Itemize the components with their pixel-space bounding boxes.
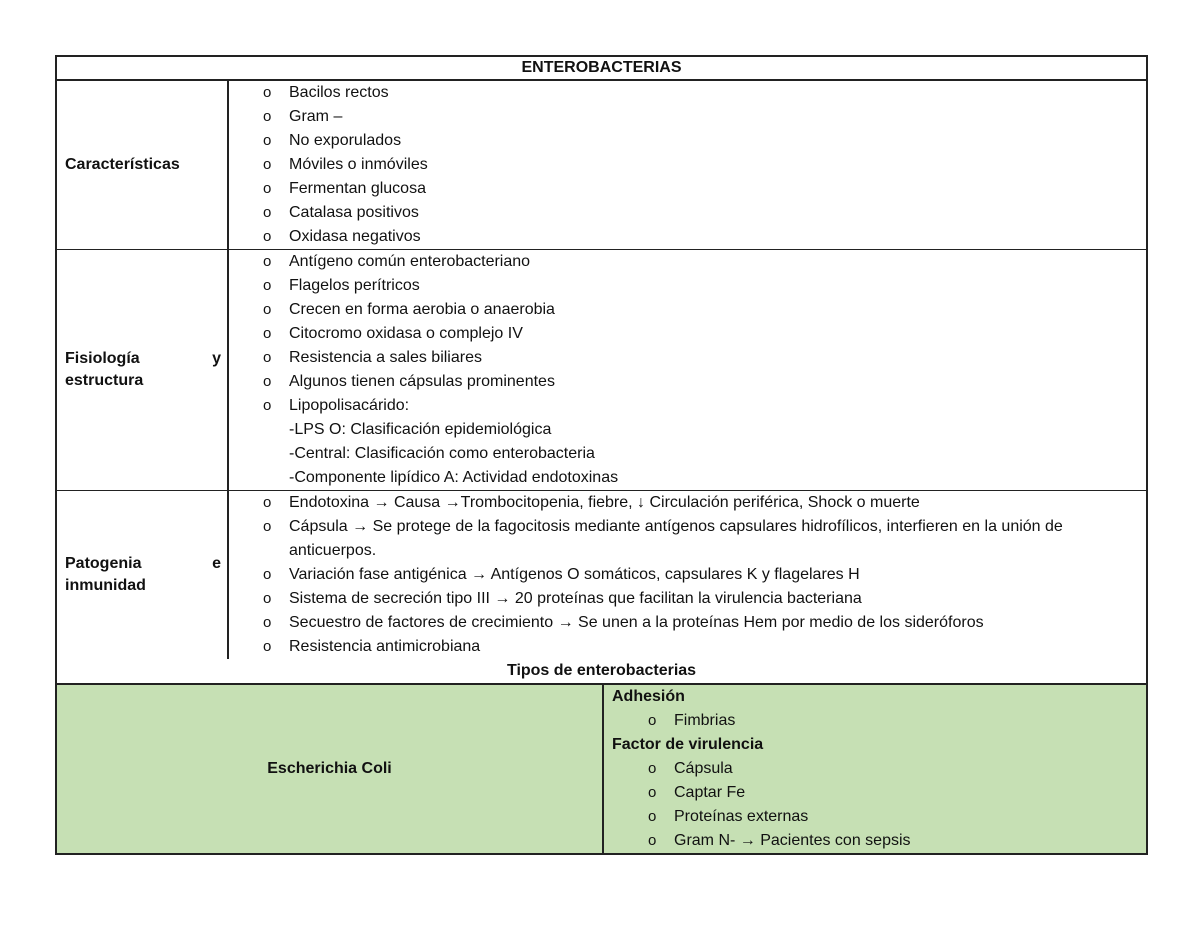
circle-bullet-icon: o [263, 253, 272, 270]
list-item: o Fimbrias [612, 709, 1146, 733]
circle-bullet-icon: o [263, 325, 272, 342]
circle-bullet-icon: o [648, 712, 657, 729]
circle-bullet-icon: o [648, 784, 657, 801]
table-title: ENTEROBACTERIAS [56, 56, 1147, 80]
circle-bullet-icon: o [263, 228, 272, 245]
circle-bullet-icon: o [263, 590, 272, 607]
circle-bullet-icon: o [263, 638, 272, 655]
list-item: o Secuestro de factores de crecimiento → Se unen a la proteínas Hem por medio de los sideróforos [229, 611, 1142, 635]
caracteristicas-list [229, 81, 1142, 249]
list-item: o Cápsula [612, 757, 1146, 781]
circle-bullet-icon: o [263, 494, 272, 511]
circle-bullet-icon: o [263, 180, 272, 197]
circle-bullet-icon: o [263, 301, 272, 318]
list-item: o Fermentan glucosa [229, 177, 1142, 201]
list-item: o Lipopolisacárido: [229, 394, 1142, 418]
section-label-caracteristicas: Características [56, 80, 228, 250]
circle-bullet-icon: o [263, 204, 272, 221]
circle-bullet-icon: o [263, 132, 272, 149]
virulence-list [612, 757, 1146, 853]
ecoli-details [603, 684, 1147, 854]
section-content-caracteristicas [228, 80, 1147, 250]
list-item: o Endotoxina → Causa →Trombocitopenia, fiebre, ↓ Circulación periférica, Shock o muerte [229, 491, 1142, 515]
lps-subitem: -Central: Clasificación como enterobacteria [289, 445, 595, 462]
circle-bullet-icon: o [648, 832, 657, 849]
circle-bullet-icon: o [263, 84, 272, 101]
circle-bullet-icon: o [263, 566, 272, 583]
organism-name: Escherichia Coli [56, 684, 603, 854]
lps-subitem: -LPS O: Clasificación epidemiológica [289, 421, 552, 438]
circle-bullet-icon: o [263, 373, 272, 390]
section-content-patogenia [228, 491, 1147, 660]
list-item: o Móviles o inmóviles [229, 153, 1142, 177]
list-item: o No exporulados [229, 129, 1142, 153]
list-item: o Resistencia a sales biliares [229, 346, 1142, 370]
list-item: o Cápsula → Se protege de la fagocitosis mediante antígenos capsulares hidrofílicos, interfieren en la unión de anticuerpos. [229, 515, 1142, 563]
list-item: o Sistema de secreción tipo III → 20 proteínas que facilitan la virulencia bacteriana [229, 587, 1142, 611]
fisiologia-list [229, 250, 1142, 418]
lps-subitem: -Componente lipídico A: Actividad endotoxinas [289, 469, 619, 486]
patogenia-list [229, 491, 1142, 659]
list-item: o Proteínas externas [612, 805, 1146, 829]
circle-bullet-icon: o [263, 108, 272, 125]
list-item: o Citocromo oxidasa o complejo IV [229, 322, 1142, 346]
section-content-fisiologia [228, 250, 1147, 491]
circle-bullet-icon: o [263, 277, 272, 294]
circle-bullet-icon: o [263, 156, 272, 173]
list-item: o Captar Fe [612, 781, 1146, 805]
section-label-fisiologia: Fisiología y estructura [56, 250, 228, 491]
list-item: o Catalasa positivos [229, 201, 1142, 225]
circle-bullet-icon: o [263, 397, 272, 414]
section-label-patogenia: Patogenia e inmunidad [56, 491, 228, 660]
circle-bullet-icon: o [648, 760, 657, 777]
circle-bullet-icon: o [648, 808, 657, 825]
enterobacterias-table [55, 55, 1148, 855]
circle-bullet-icon: o [263, 518, 272, 535]
adhesion-list [612, 709, 1146, 733]
list-item: o Antígeno común enterobacteriano [229, 250, 1142, 274]
document-table-container [55, 55, 1146, 855]
virulence-heading: Factor de virulencia [612, 736, 764, 753]
list-item: o Flagelos perítricos [229, 274, 1142, 298]
list-item: o Oxidasa negativos [229, 225, 1142, 249]
list-item: o Algunos tienen cápsulas prominentes [229, 370, 1142, 394]
list-item: o Bacilos rectos [229, 81, 1142, 105]
list-item: o Gram N- → Pacientes con sepsis [612, 829, 1146, 853]
adhesion-heading: Adhesión [612, 688, 685, 705]
tipos-heading: Tipos de enterobacterias [56, 659, 1147, 684]
list-item: o Gram – [229, 105, 1142, 129]
list-item: o Variación fase antigénica → Antígenos O somáticos, capsulares K y flagelares H [229, 563, 1142, 587]
list-item: o Resistencia antimicrobiana [229, 635, 1142, 659]
circle-bullet-icon: o [263, 349, 272, 366]
circle-bullet-icon: o [263, 614, 272, 631]
list-item: o Crecen en forma aerobia o anaerobia [229, 298, 1142, 322]
